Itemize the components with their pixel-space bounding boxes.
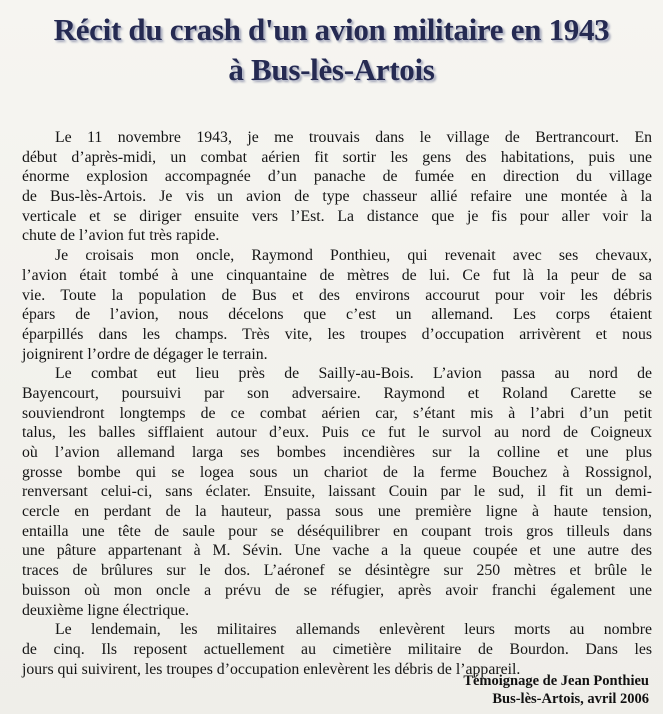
text-line: souviendront longtemps de ce combat aérien car, s’étant mis à l’abri d’un petit	[22, 404, 652, 422]
text-line: verticale et se diriger ensuite vers l’Est. La distance que je fis pour aller voir la	[22, 207, 652, 225]
text-line: Le lendemain, les militaires allemands enlevèrent leurs morts au nombre	[55, 621, 652, 639]
signature-place-date: Bus-lès-Artois, avril 2006	[492, 691, 649, 707]
text-line: où l’avion allemand larga ses bombes incendières sur la colline et une plus	[22, 444, 652, 461]
text-line: énorme explosion accompagnée d’un panache de fumée en direction du village	[22, 168, 652, 186]
text-line: joignirent l’ordre de dégager le terrain.	[22, 345, 268, 363]
text-line: renversant celui-ci, sans éclater. Ensuite, laissant Couin par le sud, il fit un demi-	[22, 483, 652, 501]
text-line: deuxième ligne électrique.	[22, 601, 190, 619]
text-line: grosse bombe qui se logea sous un chariot de la ferme Bouchez à Rossignol,	[22, 463, 652, 481]
text-line: entailla une tête de saule pour se déséquilibrer en coupant trois gros tilleuls dans	[22, 522, 652, 540]
text-line: Le 11 novembre 1943, je me trouvais dans le village de Bertrancourt. En	[55, 129, 652, 146]
text-line: de cinq. Ils reposent actuellement au cimetière militaire de Bourdon. Dans les	[22, 640, 652, 658]
text-line: début d’après-midi, un combat aérien fit sortir les gens des habitations, puis une	[22, 148, 652, 166]
signature-author: Témoignage de Jean Ponthieu	[463, 673, 649, 689]
body-text	[22, 128, 652, 679]
text-line: traces de brûlures sur le dos. L’aéronef se désintègre sur 250 mètres et brûle le	[22, 562, 652, 580]
text-line: de Bus-lès-Artois. Je vis un avion de type chasseur allié refaire une montée à la	[22, 188, 652, 206]
text-line: Bayencourt, poursuivi par son adversaire. Raymond et Roland Carette se	[22, 384, 652, 402]
text-line: vie. Toute la population de Bus et des environs accourut pour voir les débris	[22, 286, 652, 304]
text-line: éparpillés dans les champs. Très vite, les troupes d’occupation arrivèrent et nous	[22, 325, 652, 343]
text-line: buisson où mon oncle a prévu de se réfugier, après avoir franchi également une	[22, 581, 652, 599]
document-title-line-2: à Bus-lès-Artois	[228, 52, 435, 87]
text-line: chute de l’avion fut très rapide.	[22, 227, 220, 245]
text-line: talus, les balles sifflaient autour d’eux. Puis ce fut le survol au nord de Coigneux	[22, 424, 652, 442]
document-title-line-1: Récit du crash d'un avion militaire en 1943	[53, 12, 610, 47]
text-line: l’avion était tombé à une cinquantaine de mètres de lui. Ce fut là la peur de sa	[22, 266, 652, 284]
text-line: Le combat eut lieu près de Sailly-au-Bois. L’avion passa au nord de	[55, 365, 652, 383]
text-line: Je croisais mon oncle, Raymond Ponthieu, qui revenait avec ses chevaux,	[55, 247, 652, 265]
text-line: cercle en perdant de la hauteur, passa sous une première ligne à haute tension,	[22, 503, 652, 521]
text-line: une pâture appartenant à M. Sévin. Une vache a la queue coupée et une autre des	[22, 542, 652, 560]
text-line: jours qui suivirent, les troupes d’occupation enlevèrent les débris de l’appareil.	[22, 660, 521, 678]
text-line: épars de l’avion, nous décelons que c’est un allemand. Les corps étaient	[22, 306, 652, 324]
